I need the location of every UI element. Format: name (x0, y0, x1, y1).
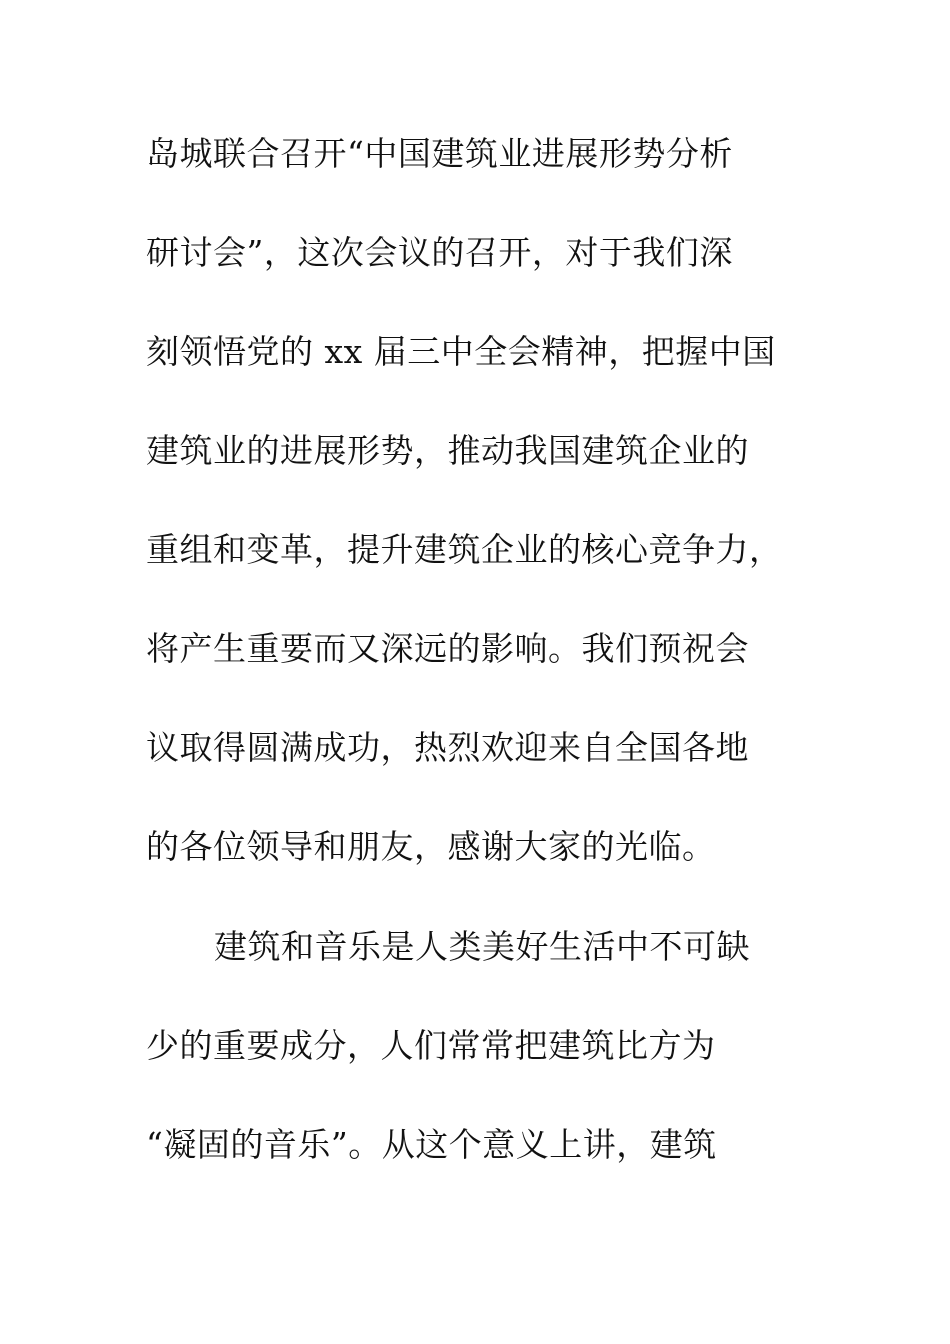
body-text-line: 建筑业的进展形势，推动我国建筑企业的 (146, 431, 749, 470)
body-text-line: 议取得圆满成功，热烈欢迎来自全国各地 (146, 728, 749, 767)
body-text-line: 将产生重要而又深远的影响。我们预祝会 (146, 629, 749, 668)
body-text-line: 刻领悟党的 xx 届三中全会精神，把握中国 (146, 332, 776, 371)
body-text-line: 少的重要成分，人们常常把建筑比方为 (146, 1026, 716, 1065)
body-text-line: “凝固的音乐”。从这个意义上讲，建筑 (146, 1125, 717, 1164)
paragraph-first-line: 建筑和音乐是人类美好生活中不可缺 (214, 927, 750, 966)
body-text-line: 重组和变革，提升建筑企业的核心竞争力， (146, 530, 783, 569)
body-text-line: 研讨会”，这次会议的召开，对于我们深 (146, 233, 733, 272)
body-text-line: 岛城联合召开“中国建筑业进展形势分析 (146, 134, 733, 173)
body-text-line: 的各位领导和朋友，感谢大家的光临。 (146, 827, 716, 866)
